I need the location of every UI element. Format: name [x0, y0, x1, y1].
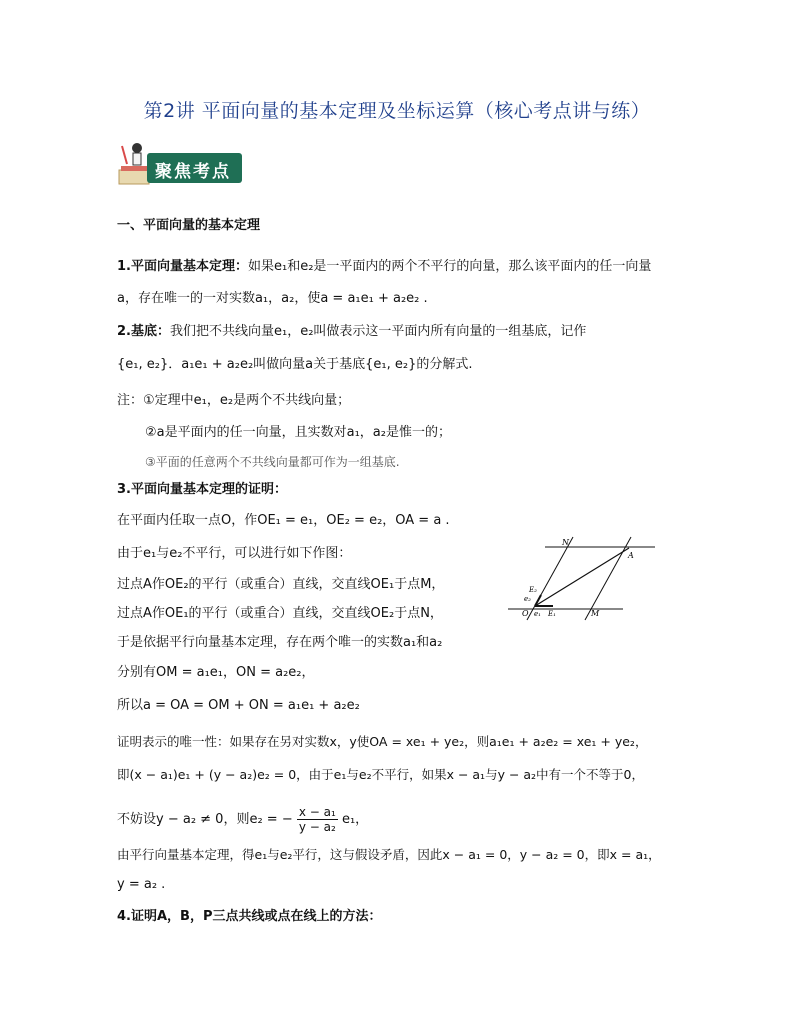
proof-line-11: 由平行向量基本定理，得e₁与e₂平行，这与假设矛盾，因此x − a₁ = 0，y − a₂ = 0，即x = a₁，	[117, 847, 661, 862]
section-4-heading: 4.证明A，B，P三点共线或点在线上的方法：	[117, 909, 382, 924]
proof-line-4: 过点A作OE₁的平行（或重合）直线，交直线OE₂于点N，	[117, 606, 443, 621]
proof-line-8: 证明表示的唯一性：如果存在另对实数x，y使OA = xe₁ + ye₂，则a₁e₁ + a₂e₂ = xe₁ + ye₂，	[117, 734, 648, 749]
parallelogram-diagram	[505, 534, 665, 624]
proof-line-10-start: 不妨设y − a₂ ≠ 0，则e₂ = −	[117, 812, 293, 827]
oa-diagonal	[535, 548, 629, 606]
proof-line-10	[117, 805, 368, 834]
proof-line-12: y = a₂ .	[117, 877, 166, 892]
basis-line-2: {e₁, e₂}．a₁e₁ + a₂e₂叫做向量a关于基底{e₁, e₂}的分解式.	[117, 357, 473, 372]
label-A: A	[628, 551, 634, 560]
label-e1: e₁	[534, 610, 541, 618]
proof-line-3: 过点A作OE₂的平行（或重合）直线，交直线OE₁于点M，	[117, 577, 445, 592]
proof-line-10-end: e₁，	[341, 812, 369, 827]
label-E1: E₁	[548, 610, 556, 618]
fraction	[297, 805, 338, 834]
proof-line-7: 所以a = OA = OM + ON = a₁e₁ + a₂e₂	[117, 698, 360, 713]
section-heading: 一、平面向量的基本定理	[117, 218, 261, 233]
proof-line-9: 即(x − a₁)e₁ + (y − a₂)e₂ = 0，由于e₁与e₂不平行，如果x − a₁与y − a₂中有一个不等于0，	[117, 767, 645, 782]
note-3: ③平面的任意两个不共线向量都可作为一组基底.	[145, 455, 400, 469]
theorem-line-2: a，存在唯一的一对实数a₁，a₂，使a = a₁e₁ + a₂e₂ .	[117, 291, 428, 306]
proof-line-2: 由于e₁与e₂不平行，可以进行如下作图：	[117, 546, 352, 561]
note-2: ②a是平面内的任一向量，且实数对a₁，a₂是惟一的；	[145, 425, 451, 440]
basis-line-1	[117, 323, 586, 341]
label-M: M	[591, 609, 600, 618]
theorem-label: 1.平面向量基本定理：	[117, 259, 248, 274]
proof-line-5: 于是依据平行向量基本定理，存在两个唯一的实数a₁和a₂	[117, 635, 443, 650]
page-title: 第2讲 平面向量的基本定理及坐标运算（核心考点讲与练）	[143, 100, 651, 122]
label-e2: e₂	[524, 595, 531, 603]
basis-label: 2.基底：	[117, 324, 170, 339]
theorem-line-1	[117, 258, 651, 276]
fraction-denominator: y − a₂	[298, 820, 336, 834]
theorem-text-1: 如果e₁和e₂是一平面内的两个不平行的向量，那么该平面内的任一向量	[247, 259, 652, 274]
label-O: O	[522, 609, 529, 618]
ma-line	[585, 537, 631, 620]
oe2-line	[527, 537, 573, 620]
fraction-numerator: x − a₁	[298, 805, 336, 819]
label-N: N	[562, 538, 569, 547]
proof-line-6: 分别有OM = a₁e₁，ON = a₂e₂，	[117, 665, 315, 680]
focus-banner	[117, 140, 242, 188]
note-1: 注：①定理中e₁，e₂是两个不共线向量；	[117, 393, 351, 408]
label-E2: E₂	[529, 586, 537, 594]
proof-line-1: 在平面内任取一点O，作OE₁ = e₁，OE₂ = e₂，OA = a .	[117, 513, 450, 528]
proof-heading: 3.平面向量基本定理的证明：	[117, 482, 287, 497]
banner-label: 聚焦考点	[155, 162, 231, 182]
parallelogram-figure	[505, 534, 665, 624]
basis-text-1: 我们把不共线向量e₁，e₂叫做表示这一平面内所有向量的一组基底，记作	[169, 324, 587, 339]
